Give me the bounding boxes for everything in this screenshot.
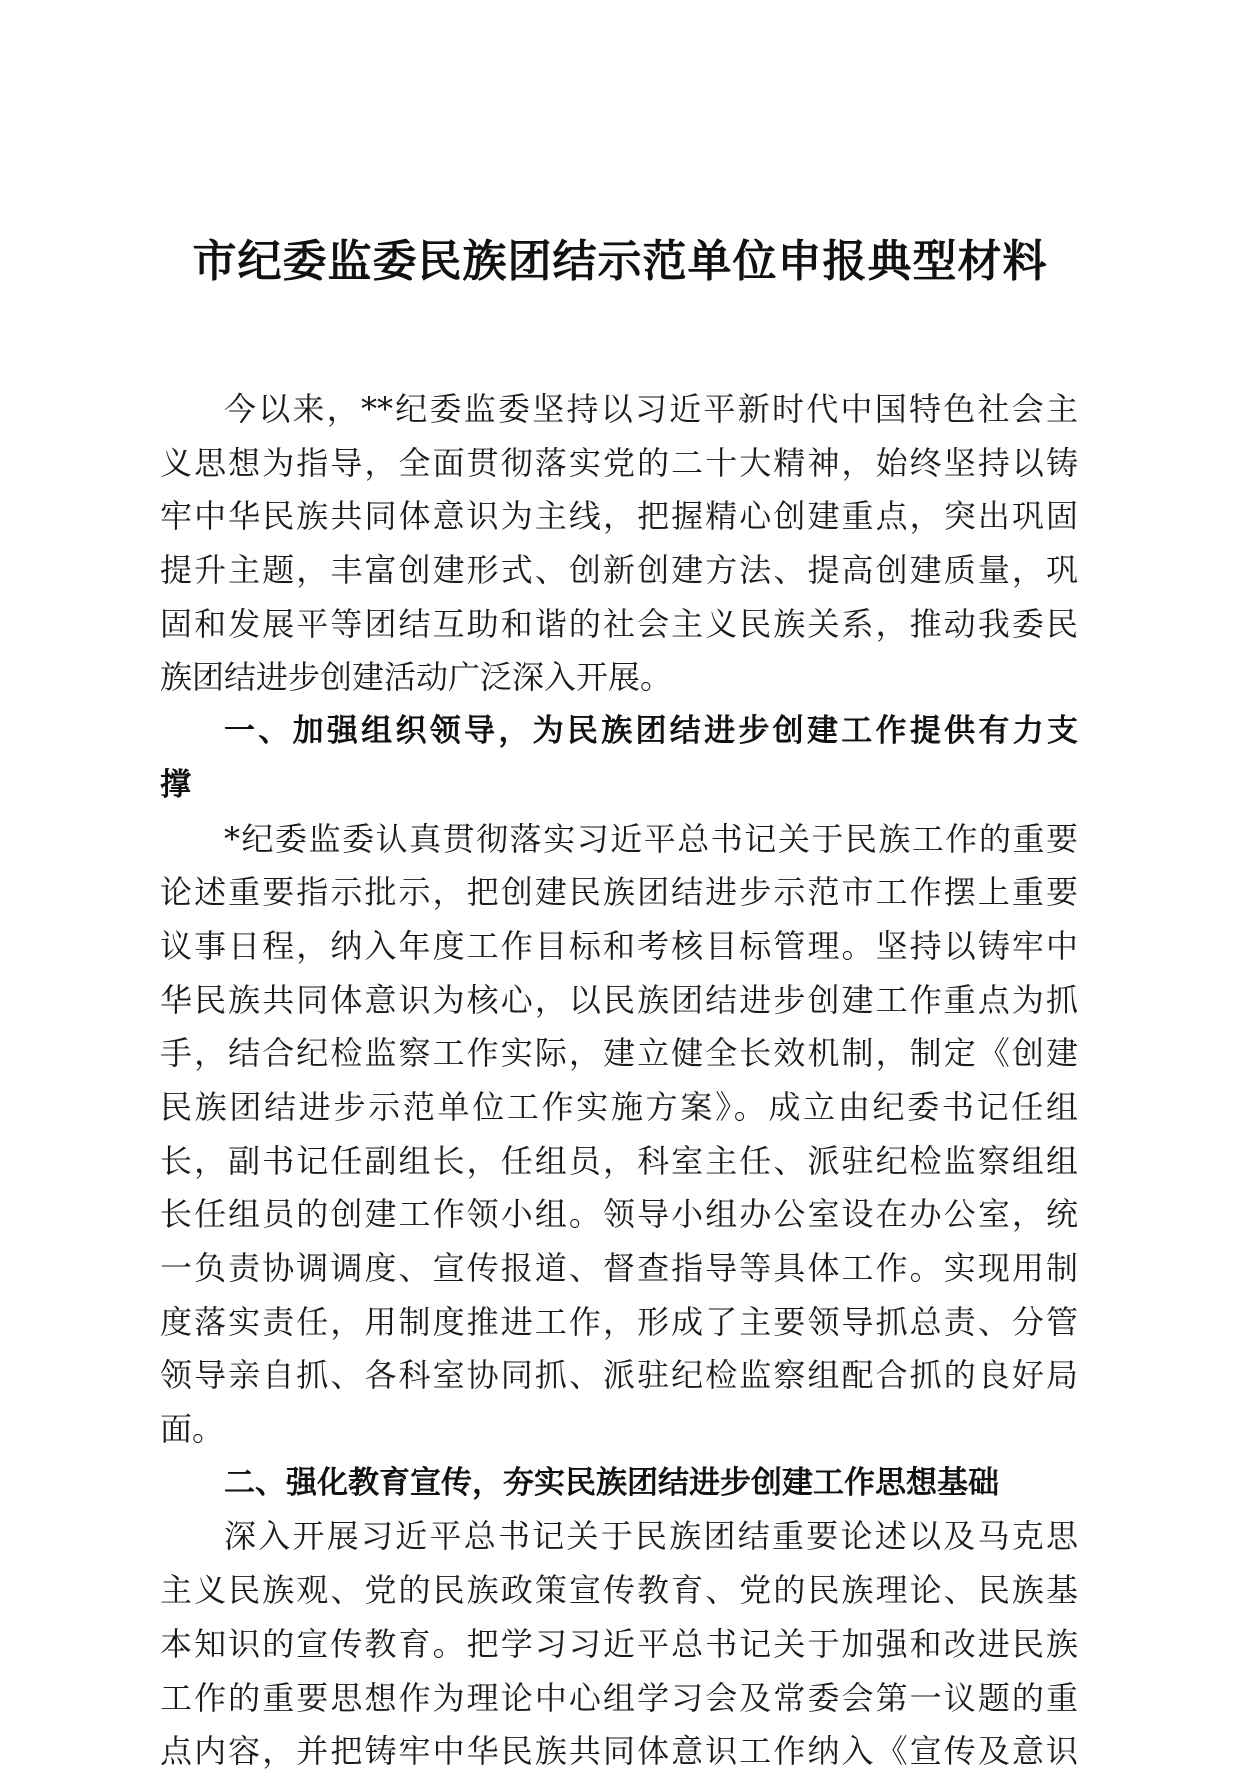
- section-heading-1: 一、加强组织领导，为民族团结进步创建工作提供有力支: [224, 713, 1078, 750]
- body-line: 族团结进步创建活动广泛深入开展。: [160, 658, 673, 697]
- body-line: 手，结合纪检监察工作实际，建立健全长效机制，制定《创建: [160, 1034, 1078, 1073]
- body-line: 民族团结进步示范单位工作实施方案》。成立由纪委书记任组: [160, 1087, 1078, 1126]
- body-line: 华民族共同体意识为核心，以民族团结进步创建工作重点为抓: [160, 980, 1078, 1019]
- section-heading-2: 二、强化教育宣传，夯实民族团结进步创建工作思想基础: [224, 1464, 999, 1501]
- body-line: 义思想为指导，全面贯彻落实党的二十大精神，始终坚持以铸: [160, 443, 1078, 482]
- body-line: 长任组员的创建工作领小组。领导小组办公室设在办公室，统: [160, 1195, 1078, 1234]
- body-line: 固和发展平等团结互助和谐的社会主义民族关系，推动我委民: [160, 604, 1078, 643]
- body-line: 今以来，**纪委监委坚持以习近平新时代中国特色社会主: [224, 390, 1078, 428]
- body-line: 深入开展习近平总书记关于民族团结重要论述以及马克思: [224, 1517, 1078, 1556]
- body-line: *纪委监委认真贯彻落实习近平总书记关于民族工作的重要: [224, 819, 1078, 858]
- body-line: 一负责协调调度、宣传报道、督查指导等具体工作。实现用制: [160, 1249, 1078, 1287]
- body-line: 主义民族观、党的民族政策宣传教育、党的民族理论、民族基: [160, 1571, 1078, 1610]
- body-line: 提升主题，丰富创建形式、创新创建方法、提高创建质量，巩: [160, 551, 1078, 590]
- document-body: [160, 383, 1078, 1779]
- body-line: 工作的重要思想作为理论中心组学习会及常委会第一议题的重: [160, 1678, 1078, 1717]
- body-line: 领导亲自抓、各科室协同抓、派驻纪检监察组配合抓的良好局: [160, 1356, 1078, 1395]
- body-line: 点内容，并把铸牢中华民族共同体意识工作纳入《宣传及意识: [160, 1732, 1078, 1771]
- document-title: 市纪委监委民族团结示范单位申报典型材料: [192, 236, 1048, 287]
- body-line: 本知识的宣传教育。把学习习近平总书记关于加强和改进民族: [160, 1624, 1078, 1663]
- section-heading-1-continued: 撑: [160, 766, 191, 803]
- body-line: 议事日程，纳入年度工作目标和考核目标管理。坚持以铸牢中: [160, 926, 1078, 965]
- body-line: 长，副书记任副组长，任组员，科室主任、派驻纪检监察组组: [160, 1141, 1078, 1180]
- body-line: 牢中华民族共同体意识为主线，把握精心创建重点，突出巩固: [160, 497, 1078, 536]
- body-line: 度落实责任，用制度推进工作，形成了主要领导抓总责、分管: [160, 1302, 1078, 1341]
- body-line: 论述重要指示批示，把创建民族团结进步示范市工作摆上重要: [160, 873, 1078, 912]
- body-line: 面。: [160, 1410, 225, 1449]
